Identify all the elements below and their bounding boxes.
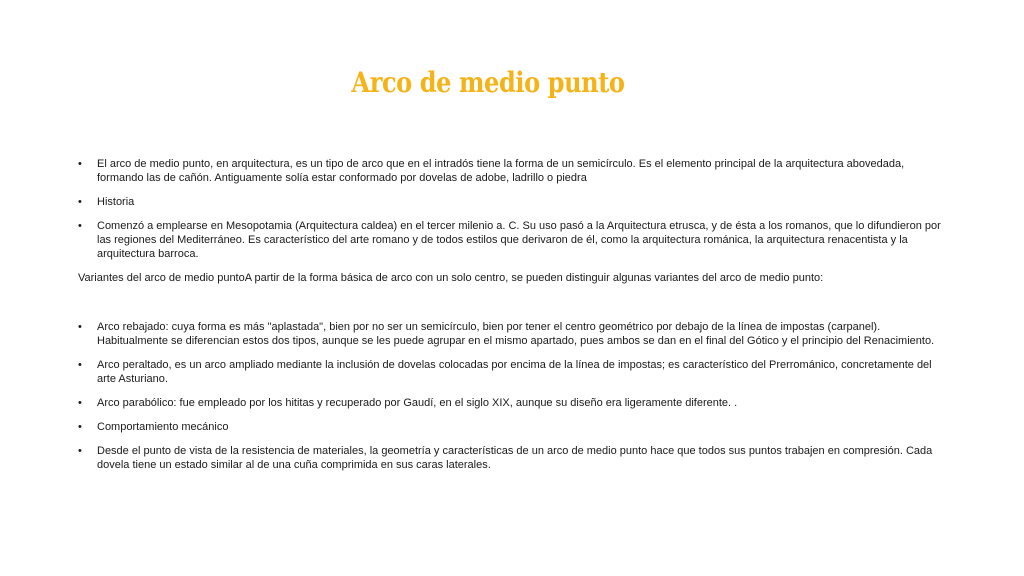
list-item-text: Arco parabólico: fue empleado por los hititas y recuperado por Gaudí, en el siglo XIX, aunque su diseño era ligeramente diferente. . <box>97 397 738 409</box>
list-item <box>78 219 948 261</box>
list-item <box>78 444 948 472</box>
list-item-text: El arco de medio punto, en arquitectura, es un tipo de arco que en el intradós tiene la forma de un semicírculo. Es el elemento principal de la arquitectura abovedada, formando las de cañón. Antiguamente solía estar conformado por dovelas de adobe, ladrillo o piedra <box>97 158 905 184</box>
list-item <box>78 320 948 348</box>
bullet-icon: • <box>78 397 82 409</box>
list-item <box>78 358 948 386</box>
list-item <box>78 420 948 434</box>
list-item-text: Comenzó a emplearse en Mesopotamia (Arquitectura caldea) en el tercer milenio a. C. Su uso pasó a la Arquitectura etrusca, y de ésta a los romanos, que lo difundieron por las regiones del Mediterráneo. Es característico del arte romano y de todos estilos que derivaron de él, como la arquitectura románica, la arquitectura renacentista y la arquitectura barroca. <box>97 220 941 260</box>
list-item-text: Comportamiento mecánico <box>97 421 229 433</box>
list-item <box>78 157 948 185</box>
list-item <box>78 195 948 209</box>
list-item-text: Arco peraltado, es un arco ampliado mediante la inclusión de dovelas colocadas por encima de la línea de impostas; es característico del Prerrománico, concretamente del arte Asturiano. <box>97 359 932 385</box>
bullet-icon: • <box>78 421 82 433</box>
bullet-icon: • <box>78 158 82 170</box>
list-item-text: Arco rebajado: cuya forma es más "aplastada", bien por no ser un semicírculo, bien por tener el centro geométrico por debajo de la línea de impostas (carpanel). Habitualmente se diferencian estos dos tipos, aunque se les puede agrupar en el mismo apartado, pues ambos se dan en el final del Gótico y el principio del Renacimiento. <box>97 321 935 347</box>
spacer <box>78 295 948 320</box>
list-item-text: Historia <box>97 196 135 208</box>
bullet-icon: • <box>78 359 82 371</box>
list-item <box>78 396 948 410</box>
bullet-icon: • <box>78 321 82 333</box>
paragraph: Variantes del arco de medio puntoA partir de la forma básica de arco con un solo centro, se pueden distinguir algunas variantes del arco de medio punto: <box>78 272 824 284</box>
bullet-icon: • <box>78 196 82 208</box>
slide-body <box>78 157 948 482</box>
bullet-icon: • <box>78 220 82 232</box>
slide-title: Arco de medio punto <box>351 66 625 99</box>
list-item-text: Desde el punto de vista de la resistencia de materiales, la geometría y características de un arco de medio punto hace que todos sus puntos trabajen en compresión. Cada dovela tiene un estado similar al de una cuña comprimida en sus caras laterales. <box>97 445 933 471</box>
bullet-icon: • <box>78 445 82 457</box>
